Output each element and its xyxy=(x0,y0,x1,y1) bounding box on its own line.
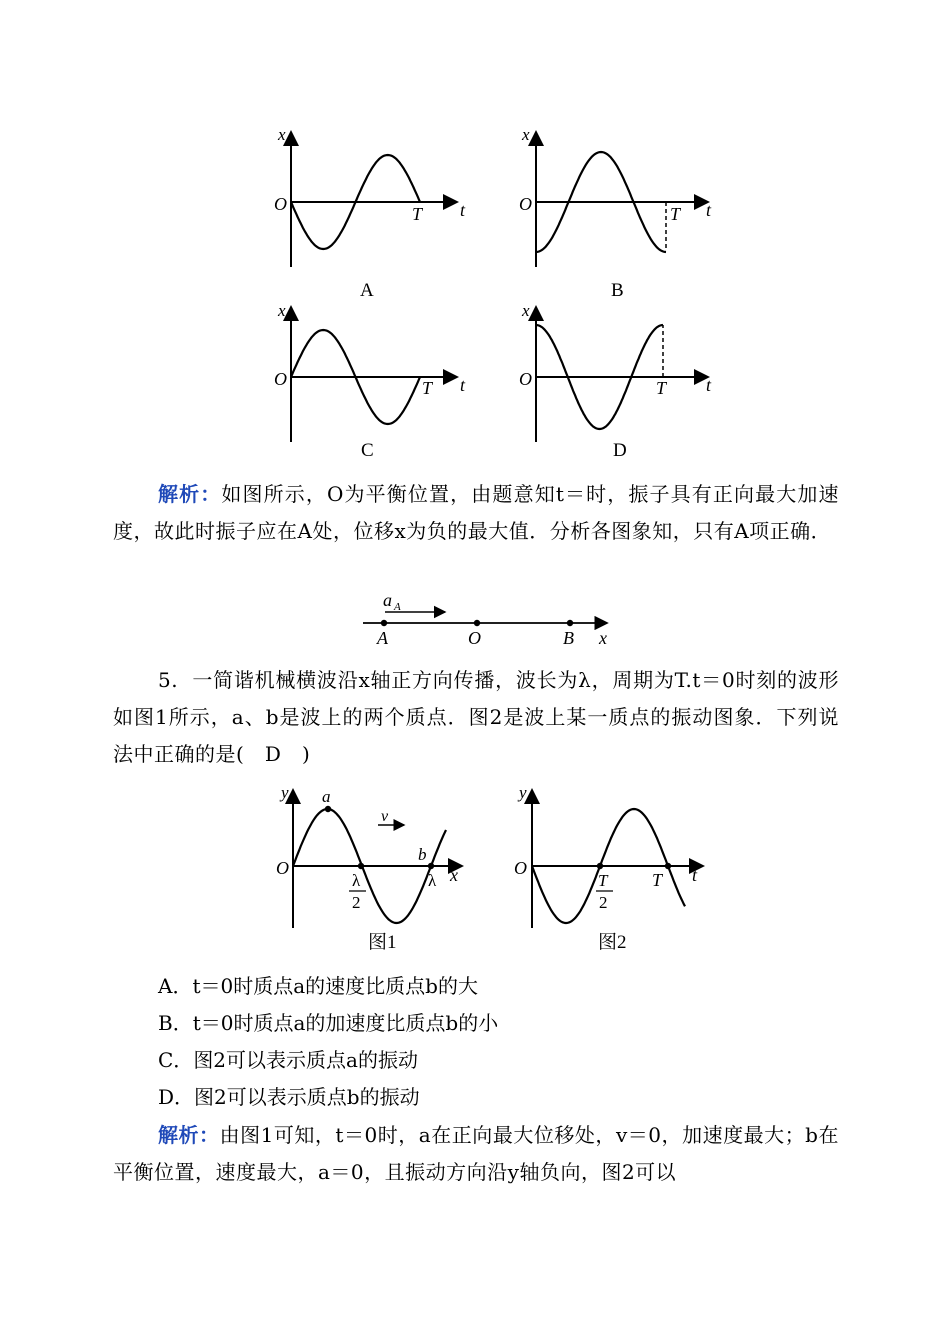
svg-text:A: A xyxy=(377,628,388,648)
svg-text:O: O xyxy=(514,858,527,878)
analysis-2-text: 由图1可知，t＝0时，a在正向最大位移处，v＝0，加速度最大；b在平衡位置，速度最大，a＝0，且振动方向沿y轴负向，图2可以 xyxy=(113,1123,839,1184)
option-a: A．t＝0时质点a的速度比质点b的大 xyxy=(158,974,478,998)
svg-text:B: B xyxy=(611,280,624,301)
svg-text:x: x xyxy=(278,301,286,320)
q5-answer: D xyxy=(264,742,282,766)
svg-text:λ: λ xyxy=(428,871,437,890)
svg-text:T: T xyxy=(412,204,423,224)
svg-text:t: t xyxy=(692,865,698,885)
svg-text:x: x xyxy=(522,301,530,320)
options-figure xyxy=(0,0,950,470)
svg-text:a: a xyxy=(322,787,331,806)
option-b: B．t＝0时质点a的加速度比质点b的小 xyxy=(158,1011,499,1035)
figure-1 xyxy=(276,783,462,953)
svg-text:T: T xyxy=(652,870,663,890)
analysis-1 xyxy=(113,476,839,550)
q5-number: 5. xyxy=(158,668,179,692)
graph-a xyxy=(274,125,466,301)
svg-text:x: x xyxy=(450,865,458,885)
svg-text:图1: 图1 xyxy=(368,932,397,953)
svg-text:T: T xyxy=(422,378,433,398)
graph-d xyxy=(519,301,712,461)
svg-text:O: O xyxy=(274,194,287,214)
svg-text:x: x xyxy=(522,125,530,144)
svg-text:O: O xyxy=(468,628,481,648)
q5-stem: 一简谐机械横波沿x轴正方向传播，波长为λ，周期为T.t＝0时刻的波形如图1所示，a、b是波上的两个质点．图2是波上某一质点的振动图象．下列说法中正确的是( xyxy=(113,668,839,766)
analysis-2 xyxy=(113,1117,839,1191)
svg-text:B: B xyxy=(563,628,574,648)
svg-text:O: O xyxy=(519,194,532,214)
analysis-2-label: 解析： xyxy=(158,1123,220,1147)
analysis-1-text: 如图所示，O为平衡位置，由题意知t＝时，振子具有正向最大加速度，故此时振子应在A处，位移x为负的最大值．分析各图象知，只有A项正确． xyxy=(113,482,840,543)
question-5: 5. 一简谐机械横波沿x轴正方向传播，波长为λ，周期为T.t＝0时刻的波形如图1所示，a、b是波上的两个质点．图2是波上某一质点的振动图象．下列说法中正确的是( D ) xyxy=(113,668,839,766)
svg-text:图2: 图2 xyxy=(598,932,627,953)
svg-text:t: t xyxy=(706,375,712,395)
svg-text:t: t xyxy=(460,375,466,395)
svg-text:t: t xyxy=(460,200,466,220)
svg-text:T: T xyxy=(670,204,681,224)
svg-text:O: O xyxy=(276,858,289,878)
svg-text:λ: λ xyxy=(352,871,361,890)
svg-text:x: x xyxy=(278,125,286,144)
svg-text:T: T xyxy=(656,378,667,398)
svg-text:2: 2 xyxy=(352,893,361,912)
svg-text:a: a xyxy=(383,590,392,610)
svg-text:x: x xyxy=(599,628,607,648)
graph-b xyxy=(519,125,712,301)
line-diagram xyxy=(355,588,625,650)
svg-text:b: b xyxy=(418,845,427,864)
svg-text:C: C xyxy=(361,440,374,461)
svg-text:D: D xyxy=(613,440,627,461)
svg-text:O: O xyxy=(274,369,287,389)
svg-text:A: A xyxy=(394,601,401,613)
svg-text:v: v xyxy=(381,808,389,825)
svg-text:2: 2 xyxy=(599,893,608,912)
svg-text:t: t xyxy=(706,200,712,220)
svg-text:y: y xyxy=(281,783,289,802)
option-d: D．图2可以表示质点b的振动 xyxy=(158,1085,420,1109)
wave-figures xyxy=(0,780,950,965)
analysis-1-label: 解析： xyxy=(158,482,222,506)
svg-text:T: T xyxy=(598,871,608,890)
figure-2 xyxy=(514,783,703,953)
graph-c xyxy=(274,301,466,461)
svg-text:A: A xyxy=(360,280,374,301)
svg-text:y: y xyxy=(519,783,527,802)
option-c: C．图2可以表示质点a的振动 xyxy=(158,1048,418,1072)
svg-text:O: O xyxy=(519,369,532,389)
